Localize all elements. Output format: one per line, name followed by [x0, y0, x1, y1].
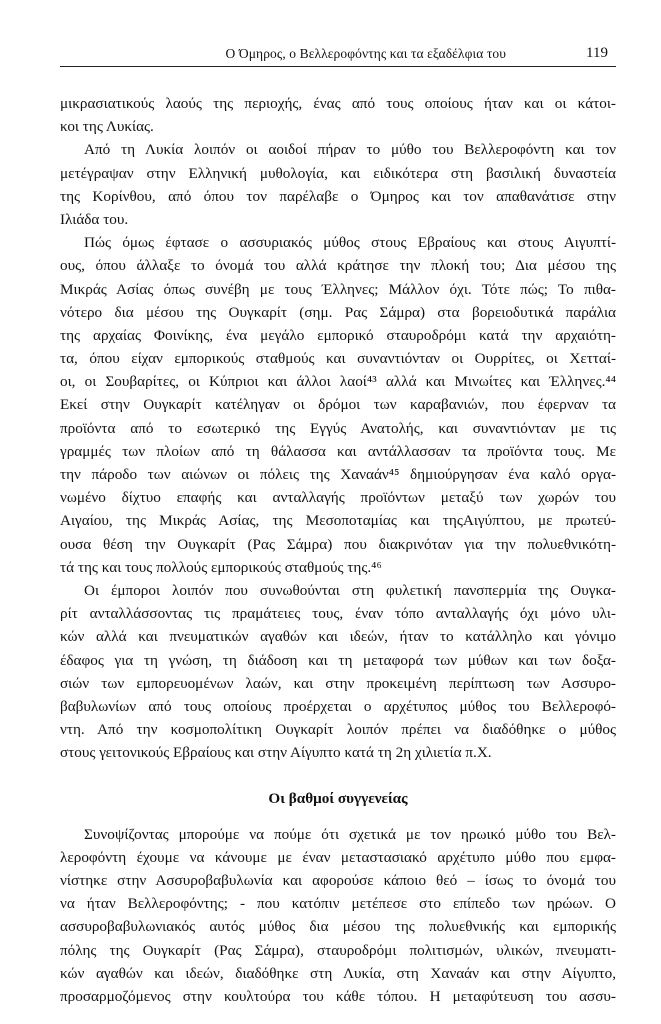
text-line: Από τη Λυκία λοιπόν οι αοιδοί πήραν το μύθο του Βελλεροφόντη και τον	[84, 141, 616, 159]
text-line: λεροφόντη έχουμε να κάνουμε με έναν μεταστασιακό αρχέτυπο μύθο που εμφα-	[60, 848, 616, 866]
text-line: γραμμές των πλοίων από τη θάλασσα και αντάλλασσαν τα προϊόντα τους. Με	[60, 442, 616, 460]
text-line: να ήταν Βελλεροφόντης; - που κατόπιν μετέπεσε στο επίπεδο των ηρώων. Ο	[60, 895, 616, 913]
text-line: ντη. Από την κοσμοπολίτικη Ουγκαρίτ λοιπόν πρέπει να διαδόθηκε ο μύθος	[60, 721, 616, 739]
text-line: μετέγραψαν στην Ελληνική μυθολογία, και ειδικότερα στη βασιλική δυναστεία	[60, 164, 616, 182]
text-line: νίστηκε στην Ασσυροβαβυλωνία και αφορούσε κάποιο θεό – ίσως το όνομά του	[60, 872, 616, 889]
text-line: Ιλιάδα του.	[60, 210, 129, 228]
text-line: οι, οι Σουβαρίτες, οι Κύπριοι και άλλοι λαοί⁴³ αλλά και Μινωίτες και Έλληνες.⁴⁴	[60, 373, 616, 391]
text-line: Αιγαίου, της Μικράς Ασίας, της Μεσοποταμίας και τηςΑιγύπτου, με πρωτεύ-	[60, 512, 616, 530]
text-line: προσαρμοζόμενος στην κουλτούρα του κάθε τόπου. Η μεταφύτευση του ασσυ-	[60, 987, 616, 1005]
text-line: της Κορίνθου, από όπου τον παρέλαβε ο Όμηρος και τον απαθανάτισε στην	[60, 187, 616, 205]
text-line: ρίτ ανταλλάσσοντας τις πραμάτειες τους, έναν τόπο ανταλλαγής όχι μόνο υλι-	[60, 605, 616, 623]
text-line: τά της και τους πολλούς εμπορικούς σταθμούς της.⁴⁶	[60, 558, 382, 576]
text-line: στους γειτονικούς Εβραίους και στην Αίγυπτο κατά τη 2η χιλιετία π.Χ.	[60, 744, 492, 762]
page-number: 119	[586, 45, 608, 61]
text-line: Πώς όμως έφτασε ο ασσυριακός μύθος στους Εβραίους και στους Αιγυπτί-	[84, 234, 616, 252]
text-line: Συνοψίζοντας μπορούμε να πούμε ότι σχετικά με τον ηρωικό μύθο του Βελ-	[84, 825, 616, 843]
text-line: νωμένο δίχτυο επαφής και ανταλλαγής προϊόντων μεταξύ των χωρών του	[60, 489, 616, 507]
section-heading: Οι βαθμοί συγγενείας	[268, 790, 408, 808]
text-line: κοι της Λυκίας.	[60, 118, 154, 136]
text-line: ους, όπου άλλαξε το όνομά του αλλά κράτησε την πλοκή του; Δια μέσου της	[60, 257, 616, 275]
running-header	[60, 46, 616, 67]
text-line: ασσυροβαβυλωνιακός αυτός μύθος δια μέσου της πολυεθνικής και εμπορικής	[60, 918, 616, 936]
text-line: Οι έμποροι λοιπόν που συνωθούνται στη φυλετική πανσπερμία της Ουγκα-	[84, 581, 616, 599]
body-text	[60, 92, 616, 1008]
running-title: Ο Όμηρος, ο Βελλεροφόντης και τα εξαδέλφια του	[225, 46, 506, 61]
text-line: έδαφος για τη γνώση, τη διάδοση και τη μεταφορά των μύθων και των δοξα-	[60, 651, 616, 669]
text-line: μικρασιατικούς λαούς της περιοχής, ένας από τους οποίους ήταν και οι κάτοι-	[60, 95, 616, 112]
text-line: κών αγαθών και ιδεών, διαδόθηκε στη Λυκία, στη Χαναάν και στην Αίγυπτο,	[60, 964, 616, 982]
text-line: πόλης της Ουγκαρίτ (Ρας Σάμρα), σταυροδρόμι πολιτισμών, υλικών, πνευματι-	[60, 941, 616, 959]
text-line: βαβυλωνίων από τους οποίους προέρχεται ο αρχέτυπος μύθος του Βελλεροφό-	[60, 697, 616, 715]
paragraph	[60, 579, 616, 765]
text-line: της αρχαίας Φοινίκης, ένα μεγάλο εμπορικό σταυροδρόμι κατά την αρχαιότη-	[60, 326, 616, 344]
paragraph	[60, 823, 616, 1009]
text-line: νότερο δια μέσου της Ουγκαρίτ (σημ. Ρας Σάμρα) στα βορειοδυτικά παράλια	[60, 303, 616, 321]
paragraph	[60, 231, 616, 579]
text-line: τα, όπου είχαν εμπορικούς σταθμούς και συναντιόνταν οι Ουρρίτες, οι Χετταί-	[60, 350, 616, 368]
text-line: την πάροδο των αιώνων οι πόλεις της Χαναάν⁴⁵ δημιούργησαν ένα καλό οργα-	[60, 466, 616, 483]
text-line: σιών των εμπορευομένων λαών, και στην προκειμένη περίπτωση των Ασσυρο-	[60, 674, 616, 692]
text-line: προϊόντα από το εσωτερικό της Εγγύς Ανατολής, και συναντιόνταν με τις	[60, 419, 616, 437]
text-line: Εκεί στην Ουγκαρίτ κατέληγαν οι δρόμοι των καραβανιών, που έφερναν τα	[60, 396, 616, 414]
text-line: κών αλλά και πνευματικών αγαθών και ιδεών, ήταν το κατάλληλο και γόνιμο	[60, 628, 616, 646]
paragraph	[60, 92, 616, 138]
paragraph	[60, 138, 616, 231]
text-line: Μικράς Ασίας όπως συνέβη με τους Έλληνες; Μάλλον όχι. Τότε πώς; Το πιθα-	[60, 280, 616, 298]
text-line: ουσα θέση την Ουγκαρίτ (Ρας Σάμρα) που διακρινόταν για την πολυεθνικότη-	[60, 535, 616, 553]
